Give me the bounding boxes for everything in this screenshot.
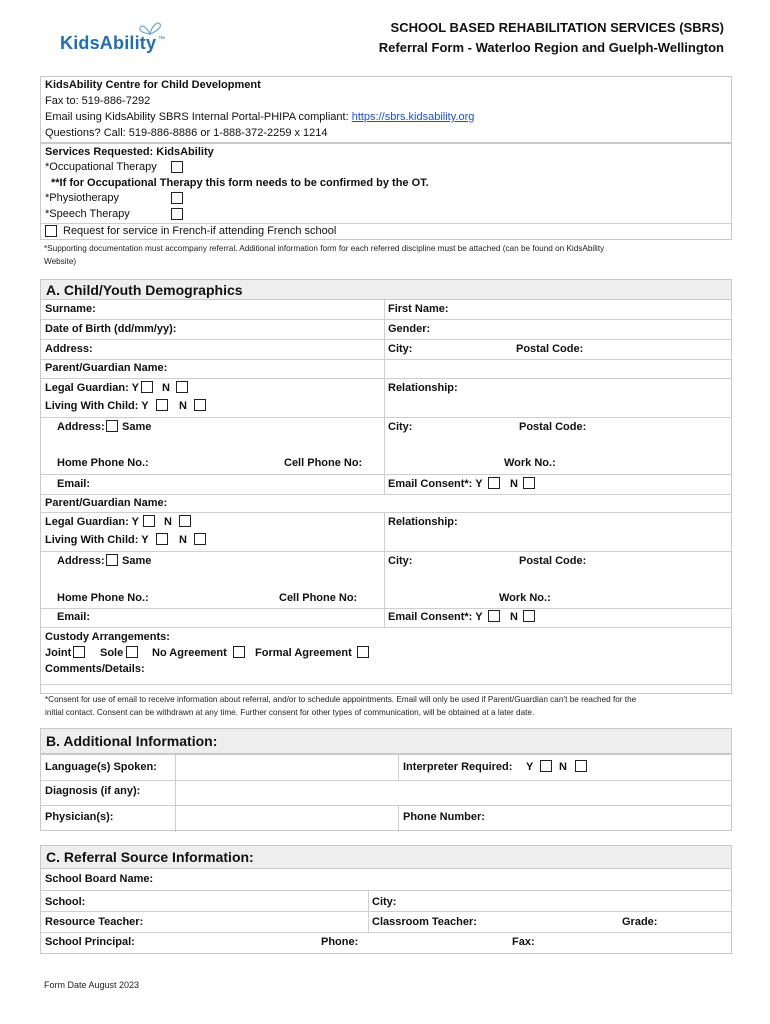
dob-label: Date of Birth (dd/mm/yy): <box>45 323 177 335</box>
section-b-body <box>40 754 732 831</box>
surname-label: Surname: <box>45 303 96 315</box>
email-instructions-text: Email using KidsAbility SBRS Internal Portal-PHIPA compliant: <box>45 111 352 123</box>
logo-trademark: ™ <box>158 36 165 43</box>
email-consent2-yes-checkbox[interactable] <box>488 610 500 622</box>
address-same-checkbox[interactable] <box>106 420 118 432</box>
living-with-yes-checkbox[interactable] <box>156 399 168 411</box>
section-c-header <box>40 845 732 869</box>
form-title: SCHOOL BASED REHABILITATION SERVICES (SBRS) <box>390 20 724 35</box>
divider <box>41 339 731 340</box>
relationship-label: Relationship: <box>388 382 458 394</box>
formal-agreement-label: Formal Agreement <box>255 647 352 659</box>
language-label: Language(s) Spoken: <box>45 761 157 773</box>
physician-phone-label: Phone Number: <box>403 811 485 823</box>
divider <box>41 223 731 224</box>
column-divider <box>384 379 385 476</box>
legal-guardian2-no-checkbox[interactable] <box>179 515 191 527</box>
principal-label: School Principal: <box>45 936 135 948</box>
column-divider <box>368 891 369 933</box>
email-consent-yes-checkbox[interactable] <box>488 477 500 489</box>
guardian-city-label: City: <box>388 421 413 433</box>
speech-label: *Speech Therapy <box>45 208 130 220</box>
grade-label: Grade: <box>622 916 658 928</box>
supporting-doc-note <box>44 242 604 268</box>
physician-label: Physician(s): <box>45 811 114 823</box>
legal-guardian-label: Legal Guardian: Y <box>45 382 139 394</box>
questions-phone: Questions? Call: 519-886-8886 or 1-888-372-2259 x 1214 <box>45 127 328 139</box>
ot-note: **If for Occupational Therapy this form needs to be confirmed by the OT. <box>51 177 429 189</box>
living-with2-yes-checkbox[interactable] <box>156 533 168 545</box>
cell-phone-label: Cell Phone No: <box>284 457 363 469</box>
guardian-address-label: Address: <box>57 421 105 433</box>
interpreter-no-checkbox[interactable] <box>575 760 587 772</box>
divider <box>41 805 731 806</box>
ot-label: *Occupational Therapy <box>45 161 157 173</box>
living-with-label: Living With Child: Y <box>45 400 149 412</box>
divider <box>41 378 731 379</box>
comments-label: Comments/Details: <box>45 663 145 675</box>
home-phone-label: Home Phone No.: <box>57 457 149 469</box>
living-with2-n-label: N <box>179 534 187 546</box>
postal-code-label: Postal Code: <box>516 343 584 355</box>
guardian2-city-label: City: <box>388 555 413 567</box>
section-c-title: C. Referral Source Information: <box>46 849 254 865</box>
same2-label: Same <box>122 555 152 567</box>
school-city-label: City: <box>372 896 397 908</box>
no-agreement-checkbox[interactable] <box>233 646 245 658</box>
speech-checkbox[interactable] <box>171 208 183 220</box>
section-a-title: A. Child/Youth Demographics <box>46 281 243 298</box>
divider <box>41 474 731 475</box>
services-heading: Services Requested: KidsAbility <box>45 146 214 158</box>
joint-label: Joint <box>45 647 72 659</box>
email-consent2-n-label: N <box>510 611 518 623</box>
formal-agreement-checkbox[interactable] <box>357 646 369 658</box>
living-with-n-label: N <box>179 400 187 412</box>
legal-guardian2-label: Legal Guardian: Y <box>45 516 139 528</box>
french-label: Request for service in French-if attending French school <box>63 225 337 237</box>
sole-checkbox[interactable] <box>126 646 138 658</box>
interpreter-y-label: Y <box>526 761 534 773</box>
section-b-header <box>40 728 732 754</box>
principal-fax-label: Fax: <box>512 936 535 948</box>
work-no-label: Work No.: <box>504 457 556 469</box>
first-name-label: First Name: <box>388 303 449 315</box>
supporting-doc-line2: Website) <box>44 257 77 266</box>
cell-phone2-label: Cell Phone No: <box>279 592 358 604</box>
logo-text: KidsAbility <box>60 33 157 53</box>
divider <box>41 780 731 781</box>
legal-guardian-yes-checkbox[interactable] <box>141 381 153 393</box>
email-consent-n-label: N <box>510 478 518 490</box>
legal-guardian2-yes-checkbox[interactable] <box>143 515 155 527</box>
physio-label: *Physiotherapy <box>45 192 119 204</box>
diagnosis-label: Diagnosis (if any): <box>45 785 141 797</box>
interpreter-n-label: N <box>559 761 567 773</box>
divider <box>41 359 731 360</box>
column-divider <box>384 609 385 628</box>
form-subtitle: Referral Form - Waterloo Region and Guelph-Wellington <box>378 40 724 55</box>
section-c-body <box>40 868 732 954</box>
supporting-doc-line1: *Supporting documentation must accompany referral. Additional information form for each referred discipline must be attached (can be found on KidsAbility <box>44 244 605 253</box>
living-with2-label: Living With Child: Y <box>45 534 149 546</box>
legal-guardian-no-checkbox[interactable] <box>176 381 188 393</box>
column-divider <box>384 476 385 495</box>
section-b-title: B. Additional Information: <box>46 733 218 749</box>
portal-link[interactable]: https://sbrs.kidsability.org <box>351 111 475 123</box>
legal-guardian2-n-label: N <box>164 516 172 528</box>
sole-label: Sole <box>100 647 124 659</box>
school-label: School: <box>45 896 86 908</box>
divider <box>41 512 731 513</box>
home-phone2-label: Home Phone No.: <box>57 592 149 604</box>
kidsability-logo <box>60 20 170 56</box>
section-a-body <box>40 299 732 717</box>
guardian-name-label: Parent/Guardian Name: <box>45 362 168 374</box>
services-box <box>40 143 732 240</box>
fax-number: Fax to: 519-886-7292 <box>45 95 151 107</box>
divider <box>41 932 731 933</box>
relationship2-label: Relationship: <box>388 516 458 528</box>
guardian2-address-label: Address: <box>57 555 105 567</box>
legal-guardian-n-label: N <box>162 382 170 394</box>
consent-line2: initial contact. Consent can be withdrawn at any time. Further consent for other types of communication, will be obtained at a later date. <box>45 708 535 717</box>
email-consent-label: Email Consent*: Y <box>388 478 483 490</box>
city-label: City: <box>388 343 413 355</box>
divider <box>41 627 731 628</box>
address2-same-checkbox[interactable] <box>106 554 118 566</box>
guardian-postal-label: Postal Code: <box>519 421 587 433</box>
section-a-header <box>40 279 732 300</box>
email-label: Email: <box>57 478 91 490</box>
divider <box>41 890 731 891</box>
divider <box>41 608 731 609</box>
french-checkbox[interactable] <box>45 225 57 237</box>
no-agreement-label: No Agreement <box>152 647 227 659</box>
interpreter-label: Interpreter Required: <box>403 761 513 773</box>
custody-label: Custody Arrangements: <box>45 631 170 643</box>
divider <box>41 684 731 685</box>
joint-checkbox[interactable] <box>73 646 85 658</box>
guardian2-name-label: Parent/Guardian Name: <box>45 497 168 509</box>
physio-checkbox[interactable] <box>171 192 183 204</box>
divider <box>41 417 731 418</box>
form-date: Form Date August 2023 <box>44 980 140 990</box>
email-consent-note <box>45 693 730 719</box>
divider <box>41 494 731 495</box>
gender-label: Gender: <box>388 323 431 335</box>
column-divider <box>398 806 399 832</box>
resource-teacher-label: Resource Teacher: <box>45 916 144 928</box>
interpreter-yes-checkbox[interactable] <box>540 760 552 772</box>
guardian2-postal-label: Postal Code: <box>519 555 587 567</box>
divider <box>41 551 731 552</box>
column-divider <box>384 513 385 609</box>
address-label: Address: <box>45 343 93 355</box>
same-label: Same <box>122 421 152 433</box>
centre-name: KidsAbility Centre for Child Development <box>45 79 261 91</box>
divider <box>41 319 731 320</box>
column-divider <box>398 755 399 781</box>
principal-phone-label: Phone: <box>321 936 359 948</box>
classroom-teacher-label: Classroom Teacher: <box>372 916 477 928</box>
email-consent-no-checkbox[interactable] <box>523 477 535 489</box>
living-with-no-checkbox[interactable] <box>194 399 206 411</box>
work-no2-label: Work No.: <box>499 592 551 604</box>
ot-checkbox[interactable] <box>171 161 183 173</box>
consent-line1: *Consent for use of email to receive information about referral, and/or to schedule appointments. Email will only be used if Parent/Guardian can’t be reached for the <box>45 695 637 704</box>
school-board-label: School Board Name: <box>45 873 154 885</box>
divider <box>41 911 731 912</box>
centre-info-box <box>40 76 732 143</box>
email2-label: Email: <box>57 611 91 623</box>
living-with2-no-checkbox[interactable] <box>194 533 206 545</box>
column-divider <box>384 300 385 379</box>
email-instructions <box>45 111 474 123</box>
email-consent2-label: Email Consent*: Y <box>388 611 483 623</box>
email-consent2-no-checkbox[interactable] <box>523 610 535 622</box>
column-divider <box>175 755 176 832</box>
